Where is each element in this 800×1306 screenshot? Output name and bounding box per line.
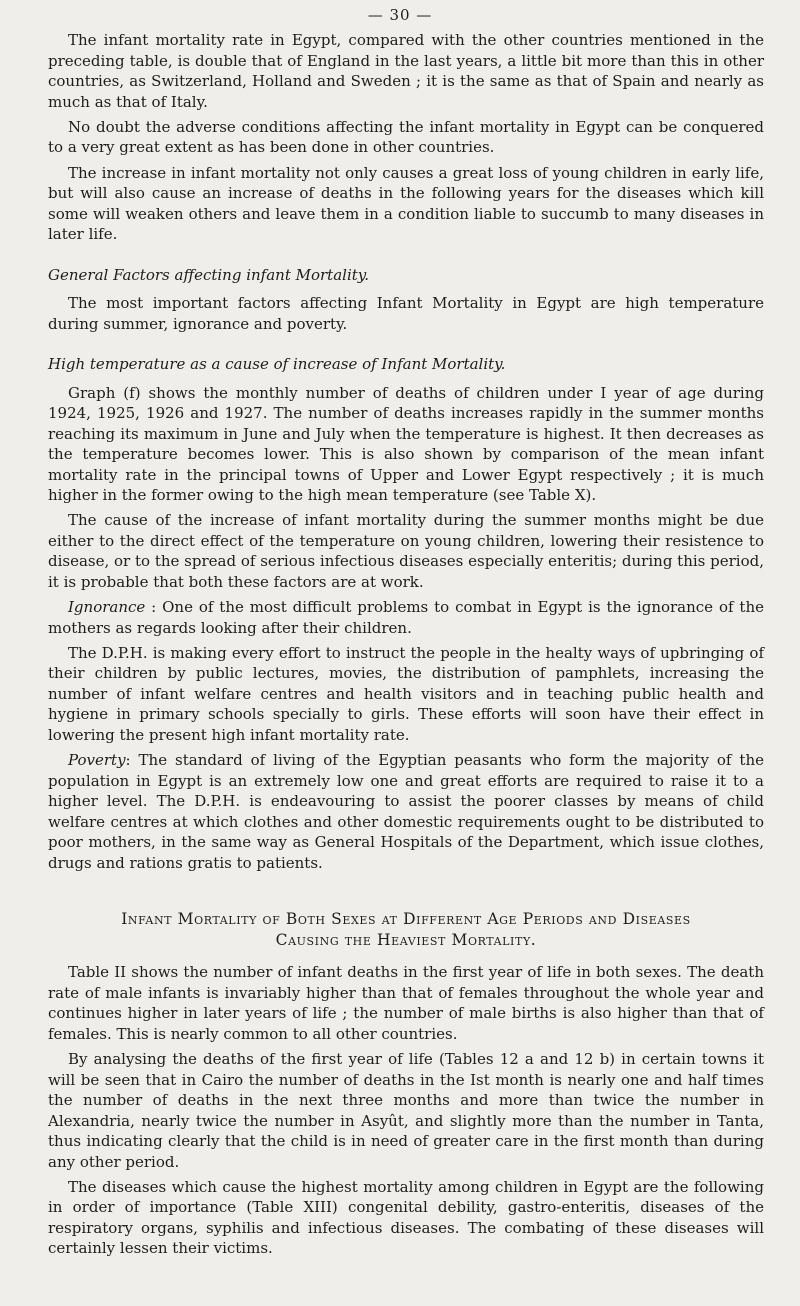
section-title	[48, 909, 764, 951]
ignorance-text: : One of the most difficult problems to combat in Egypt is the ignorance of the mothers as regards looking after their children.	[48, 598, 764, 637]
paragraph-table-ii: Table II shows the number of infant deaths in the first year of life in both sexes. The death rate of male infants is invariably higher than that of females throughout the whole year and continues higher in later years of life ; the number of male births is also higher than that of females. This is nearly common to all other countries.	[48, 963, 764, 1043]
paragraph-comparison: The infant mortality rate in Egypt, compared with the other countries mentioned in the preceding table, is double that of England in the last years, a little bit more than this in other countries, as Switzerland, Holland and Sweden ; it is the same as that of Spain and nearly as much as that of Italy.	[48, 31, 764, 111]
body-text	[48, 30, 764, 1264]
paragraph-important-factors: The most important factors affecting Infant Mortality in Egypt are high temperature during summer, ignorance and poverty.	[48, 294, 764, 333]
paragraph-poverty	[48, 750, 764, 873]
poverty-text: : The standard of living of the Egyptian peasants who form the majority of the population in Egypt is an extremely low one and great efforts are required to raise it to a higher level. The D.P.H. is endeavouring to assist the poorer classes by means of child welfare centres at which clothes and other domestic requirements ought to be distributed to poor mothers, in the same way as General Hospitals of the Department, which issue clothes, drugs and rations gratis to patients.	[48, 751, 764, 872]
paragraph-diseases: The diseases which cause the highest mortality among children in Egypt are the following in order of importance (Table XIII) congenital debility, gastro-enteritis, diseases of the respiratory organs, syphilis and infectious diseases. The combating of these diseases will certainly lessen their victims.	[48, 1177, 764, 1258]
paragraph-analysing-deaths: By analysing the deaths of the first year of life (Tables 12 a and 12 b) in certain towns it will be seen that in Cairo the number of deaths in the Ist month is nearly one and half times the number of deaths in the next three months and more than twice the number in Alexandria, nearly twice the number in Asyût, and slightly more than the number in Tanta, thus indicating clearly that the child is in need of greater care in the first month than during any other period.	[48, 1050, 764, 1171]
ignorance-label: Ignorance	[68, 598, 146, 617]
section-title-line2: Causing the Heaviest Mortality.	[275, 931, 537, 950]
paragraph-ignorance	[48, 597, 764, 638]
subheading-general-factors: General Factors affecting infant Mortality.	[48, 265, 370, 284]
subheading-high-temperature: High temperature as a cause of increase of Infant Mortality.	[48, 355, 506, 374]
paragraph-cause-summer: The cause of the increase of infant mortality during the summer months might be due either to the direct effect of the temperature on young children, lowering their resistence to disease, or to the spread of serious infectious diseases especially enteritis; during this period, it is probable that both these factors are at work.	[48, 511, 764, 591]
page-number: — 30 —	[367, 6, 433, 24]
paragraph-graph-f: Graph (f) shows the monthly number of deaths of children under I year of age during 1924, 1925, 1926 and 1927. The number of deaths increases rapidly in the summer months reaching its maximum in June and July when the temperature is highest. It then decreases as the temperature becomes lower. This is also shown by comparison of the mean infant mortality rate in the principal towns of Upper and Lower Egypt respectively ; it is much higher in the former owing to the high mean temperature (see Table X).	[48, 383, 764, 505]
section-title-line1: Infant Mortality of Both Sexes at Different Age Periods and Diseases	[121, 910, 691, 929]
paragraph-increase: The increase in infant mortality not only causes a great loss of young children in early life, but will also cause an increase of deaths in the following years for the diseases which kill some will weaken others and leave them in a condition liable to succumb to many diseases in later life.	[48, 163, 764, 244]
paragraph-conquered: No doubt the adverse conditions affecting the infant mortality in Egypt can be conquered to a very great extent as has been done in other countries.	[48, 117, 764, 157]
paragraph-dph-effort: The D.P.H. is making every effort to instruct the people in the healty ways of upbringing of their children by public lectures, movies, the distribution of pamphlets, increasing the number of infant welfare centres and health visitors and in teaching public health and hygiene in primary schools specially to girls. These efforts will soon have their effect in lowering the present high infant mortality rate.	[48, 643, 764, 744]
poverty-label: Poverty	[68, 751, 126, 770]
